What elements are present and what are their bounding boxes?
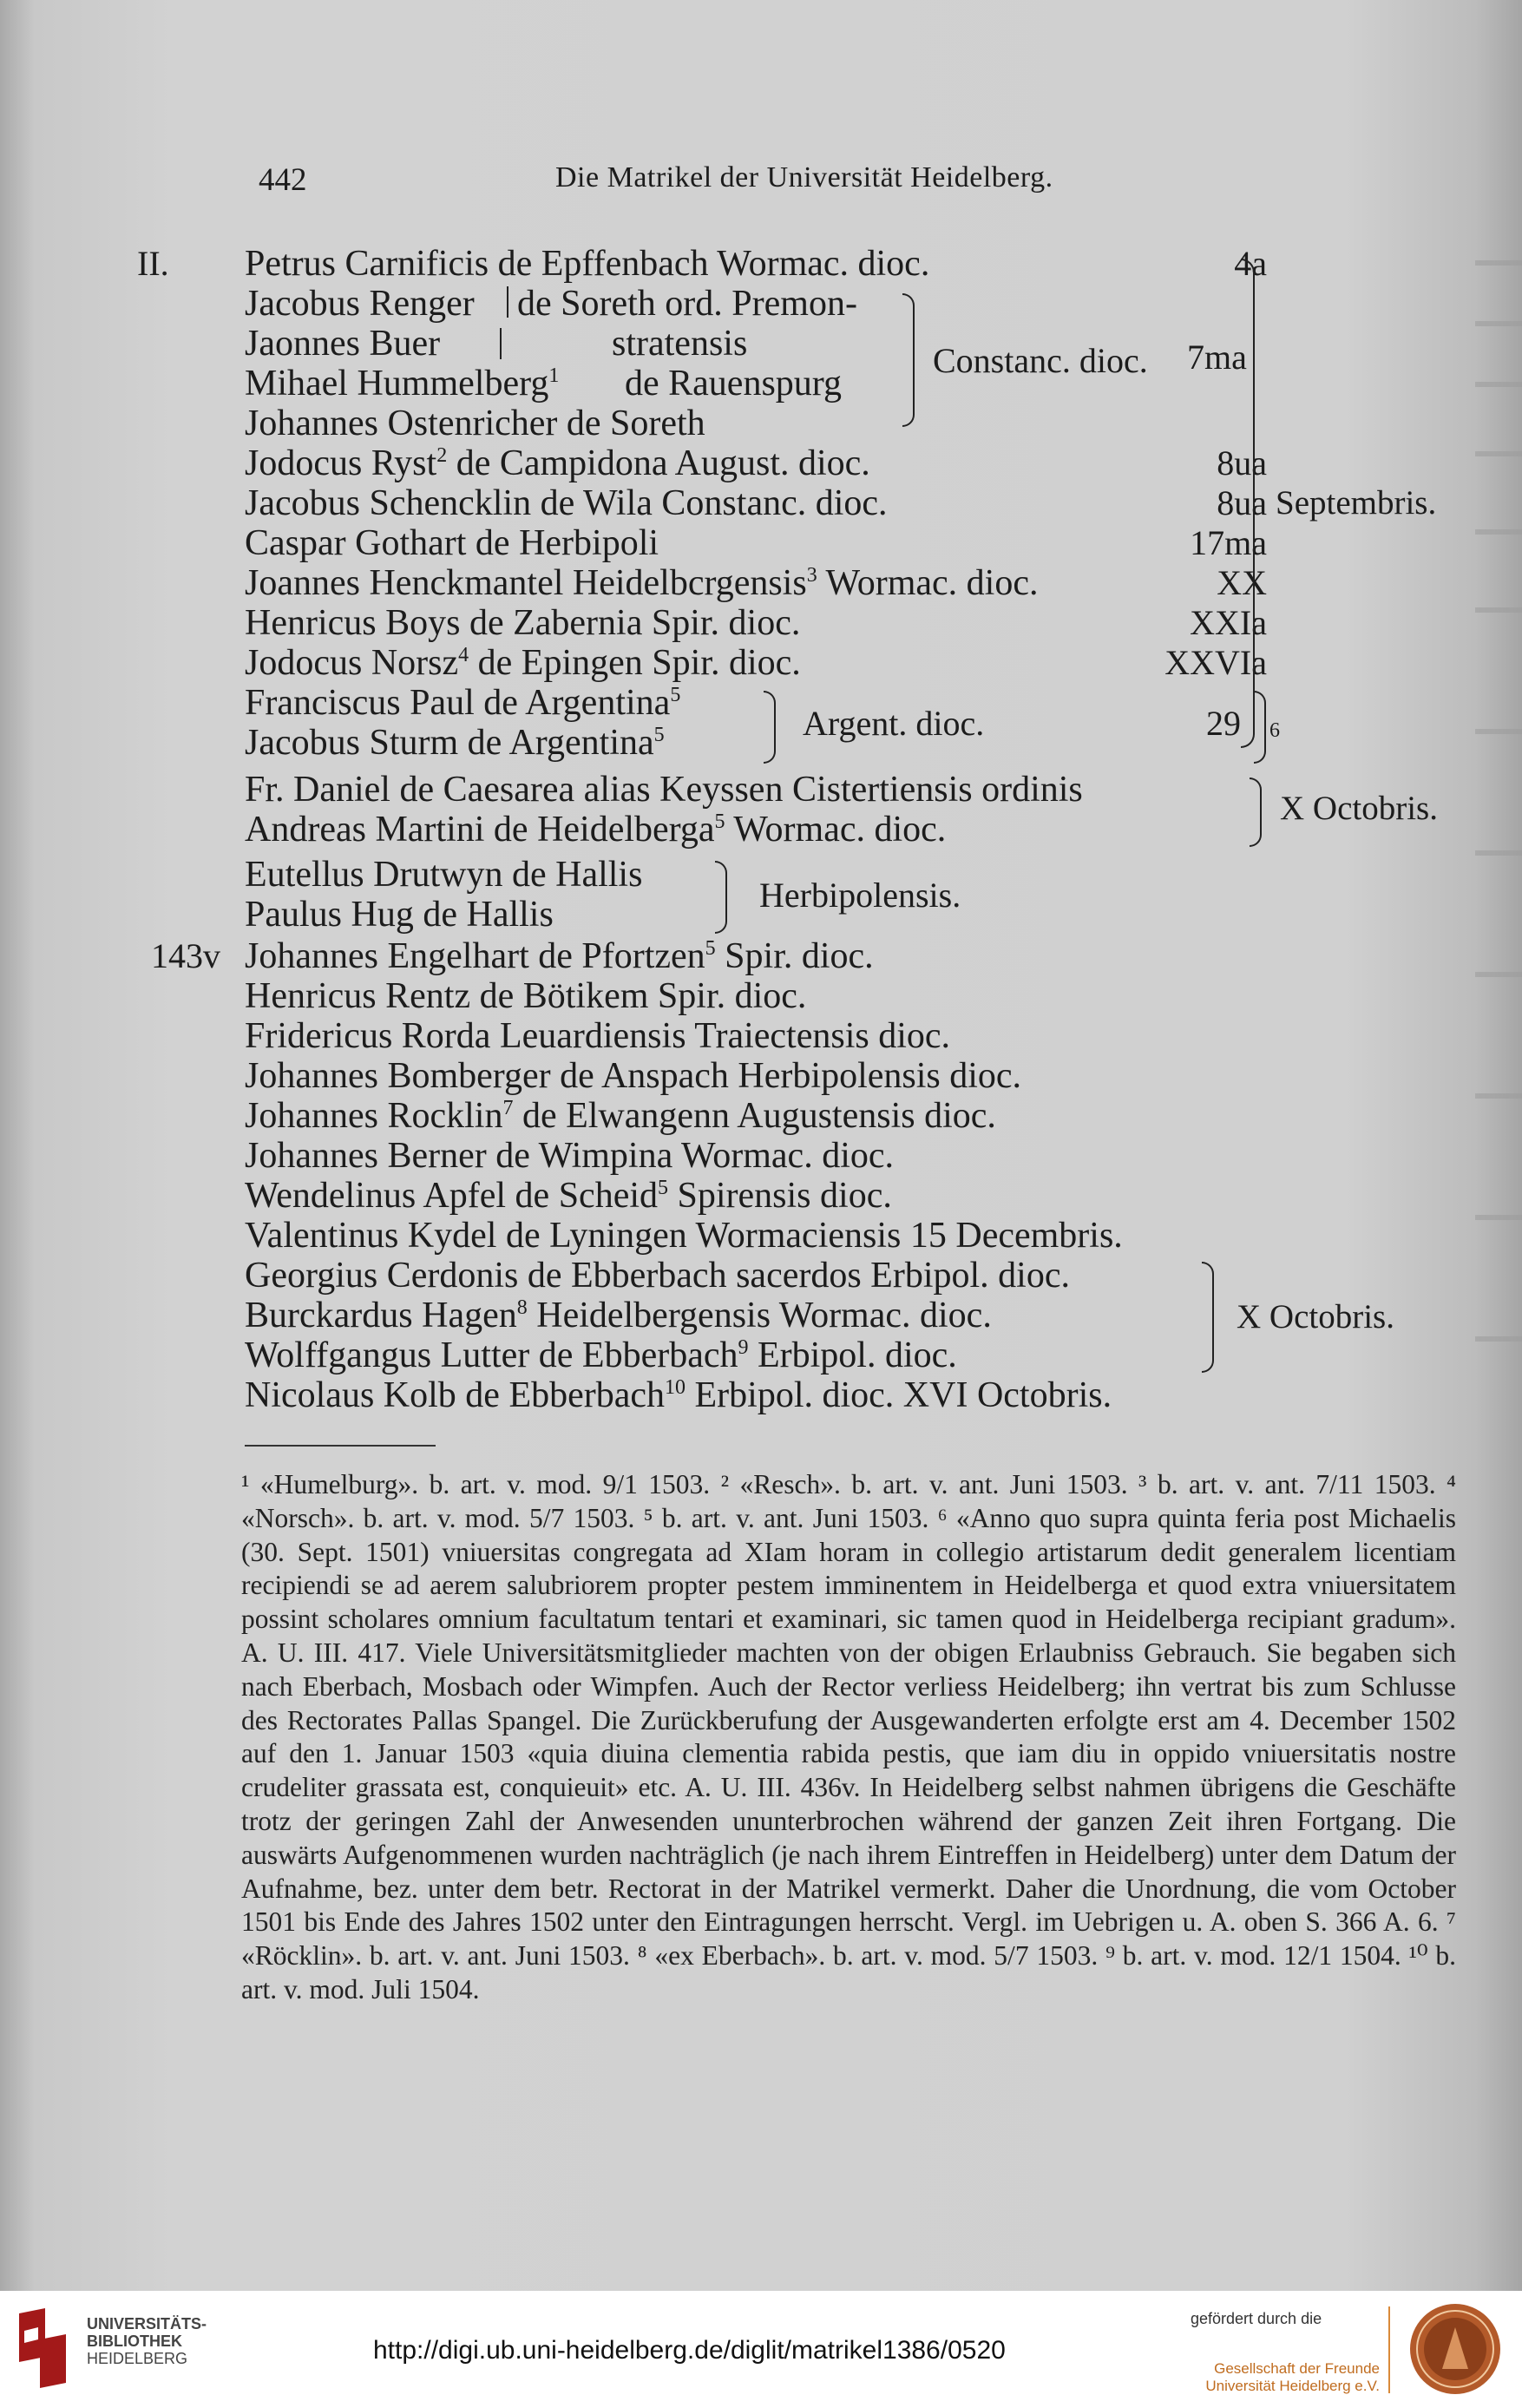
entry-line: Wolffgangus Lutter de Ebberbach$^9$ Erbipol. dioc. (245, 1335, 957, 1375)
group-date: 29 (1206, 704, 1241, 743)
entry-line: Nicolaus Kolb de Ebberbach$^{10}$ Erbipol. dioc. XVI Octobris. (245, 1375, 1112, 1415)
entry-line-part: stratensis (612, 324, 748, 364)
entry-line: Joannes Henckmantel Heidelbcrgensis$^3$ Wormac. dioc. (245, 563, 1039, 603)
entry-line: Jacobus Schencklin de Wila Constanc. dioc. (245, 483, 888, 523)
entry-line: Caspar Gothart de Herbipoli (245, 523, 659, 563)
group-date: Septembris. (1276, 484, 1437, 522)
entry-line-part: de Rauenspurg (625, 364, 843, 404)
entry-date: XX (1217, 563, 1267, 602)
entry-line: Jacobus Renger (245, 284, 475, 324)
digitization-footer (0, 2291, 1522, 2408)
entry-line: Jaonnes Buer (245, 324, 441, 364)
entry-line: Paulus Hug de Hallis (245, 895, 554, 935)
entry-line: Mihael Hummelberg$^1$ (245, 364, 560, 404)
entry-line: Georgius Cerdonis de Ebberbach sacerdos Erbipol. dioc. (245, 1256, 1070, 1296)
entry-line: Henricus Boys de Zabernia Spir. dioc. (245, 603, 801, 643)
entry-date: 17ma (1190, 523, 1267, 562)
entry-date: XXIa (1190, 603, 1267, 642)
entry-date: XXVIa (1164, 643, 1267, 682)
page-number: 442 (259, 162, 307, 198)
footer-divider (1388, 2306, 1390, 2393)
library-name: UNIVERSITÄTS- BIBLIOTHEK HEIDELBERG (87, 2315, 207, 2367)
brace (715, 861, 727, 934)
footnotes (241, 1468, 1456, 2007)
entry-line: Johannes Rocklin$^7$ de Elwangenn Augustensis dioc. (245, 1096, 996, 1136)
entry-line: Johannes Ostenricher de Soreth (245, 404, 705, 443)
folio-mark: 143v (151, 936, 220, 975)
entry-line-part: de Soreth ord. Premon- (517, 284, 857, 324)
entry-line: Johannes Berner de Wimpina Wormac. dioc. (245, 1136, 895, 1176)
entry-date: 4a (1234, 244, 1267, 283)
society-seal-icon (1407, 2301, 1503, 2397)
group-diocese: Herbipolensis. (759, 876, 961, 915)
entry-line: Jacobus Sturm de Argentina$^5$ (245, 723, 665, 763)
brace (496, 328, 502, 359)
sponsor-intro: gefördert durch die (1191, 2310, 1322, 2327)
entry-line: Eutellus Drutwyn de Hallis (245, 855, 643, 895)
footnote-ref: 6 (1269, 719, 1280, 742)
entry-line: Fridericus Rorda Leuardiensis Traiectensis dioc. (245, 1016, 951, 1056)
entry-line: Wendelinus Apfel de Scheid$^5$ Spirensis dioc. (245, 1176, 892, 1216)
entry-line: Johannes Engelhart de Pfortzen$^5$ Spir. dioc. (245, 936, 874, 976)
group-date: 7ma (1187, 338, 1247, 377)
section-mark: II. (137, 244, 169, 283)
group-diocese: Constanc. dioc. (933, 341, 1148, 380)
running-title: Die Matrikel der Universität Heidelberg. (555, 161, 1053, 194)
footnote-rule (245, 1445, 436, 1447)
entry-date: 8ua (1217, 443, 1267, 482)
brace (764, 691, 776, 764)
entry-line: Fr. Daniel de Caesarea alias Keyssen Cistertiensis ordinis (245, 770, 1083, 810)
sponsor-name: Gesellschaft der Freunde Universität Heidelberg e.V. (1205, 2360, 1380, 2394)
brace (1202, 1262, 1214, 1373)
university-library-logo-icon (16, 2305, 69, 2392)
entry-line: Petrus Carnificis de Epffenbach Wormac. dioc. (245, 244, 930, 284)
entry-line: Henricus Rentz de Bötikem Spir. dioc. (245, 976, 807, 1016)
group-diocese: Argent. dioc. (803, 704, 985, 743)
group-date: X Octobris. (1280, 790, 1438, 827)
entry-line: Johannes Bomberger de Anspach Herbipolensis dioc. (245, 1056, 1022, 1096)
entry-date: 8ua (1217, 483, 1267, 522)
brace (503, 286, 508, 318)
brace (902, 293, 915, 427)
footnote-text: ¹ «Humelburg». b. art. v. mod. 9/1 1503. ² «Resch». b. art. v. ant. Juni 1503. ³ b. art. v. ant. 7/11 1503. ⁴ «Norsch». b. art. v. mod. 5/7 1503. ⁵ b. art. v. ant. Juni 1503. ⁶ «Anno quo supra quinta feria post Michaelis (30. Sept. 1501) vniuersitas congregata ad XIam horam in collegio artistarum dedit generalem licentiam recipiendi se ad aerem salubriorem propter pestem imminentem in Heidelberga et quod extra vniuersitatem possint scholares omnium facultatum tentari et examinari, sic tamen quod in Heidelberga recipiant gradum». A. U. III. 417. Viele Universitätsmitglieder machten von der obigen Erlaubniss Gebrauch. Sie begaben sich nach Eberbach, Mosbach oder Wimpfen. Auch der Rector verliess Heidelberg; ihn vertrat bis zum Schlusse des Rectorates Pallas Spangel. Die Zurückberufung der Ausgewanderten erfolgte erst am 4. December 1502 auf den 1. Januar 1503 «quia diuina clementia rabida pestis, que iam diu in oppido vniuersitatis nostre crudeliter grassata est, conquieuit» etc. A. U. III. 436v. In Heidelberg selbst nahmen übrigens die Geschäfte trotz der geringen Zahl der Anwesenden ununterbrochen während der ganzen Zeit ihren Fortgang. Die auswärts Aufgenommenen wurden nachträglich (je nach ihrem Eintreffen in Heidelberg) unter dem Datum der Aufnahme, bez. unter dem betr. Rectorat in der Matrikel vermerkt. Daher die Unordnung, die vom October 1501 bis Ende des Jahres 1502 unter den Eintragungen herrscht. Vergl. im Uebrigen u. A. oben S. 366 A. 6. ⁷ «Röcklin». b. art. v. ant. Juni 1503. ⁸ «ex Eberbach». b. art. v. mod. 5/7 1503. ⁹ b. art. v. mod. 12/1 1504. ¹⁰ b. art. v. mod. Juli 1504. (241, 1469, 1456, 2004)
entry-line: Burckardus Hagen$^8$ Heidelbergensis Wormac. dioc. (245, 1296, 992, 1335)
permalink[interactable]: http://digi.ub.uni-heidelberg.de/diglit/matrikel1386/0520 (373, 2336, 1006, 2365)
brace (1254, 691, 1266, 764)
entry-line: Andreas Martini de Heidelberga$^5$ Wormac. dioc. (245, 810, 947, 850)
brace (1250, 778, 1262, 847)
entry-line: Jodocus Ryst$^2$ de Campidona August. dioc. (245, 443, 870, 483)
entry-line: Jodocus Norsz$^4$ de Epingen Spir. dioc. (245, 643, 801, 683)
bleed-through-marks (1475, 243, 1522, 1501)
group-date: X Octobris. (1237, 1298, 1394, 1335)
brace (1241, 259, 1255, 748)
entry-line: Franciscus Paul de Argentina$^5$ (245, 683, 681, 723)
entry-line: Valentinus Kydel de Lyningen Wormaciensis 15 Decembris. (245, 1216, 1123, 1256)
